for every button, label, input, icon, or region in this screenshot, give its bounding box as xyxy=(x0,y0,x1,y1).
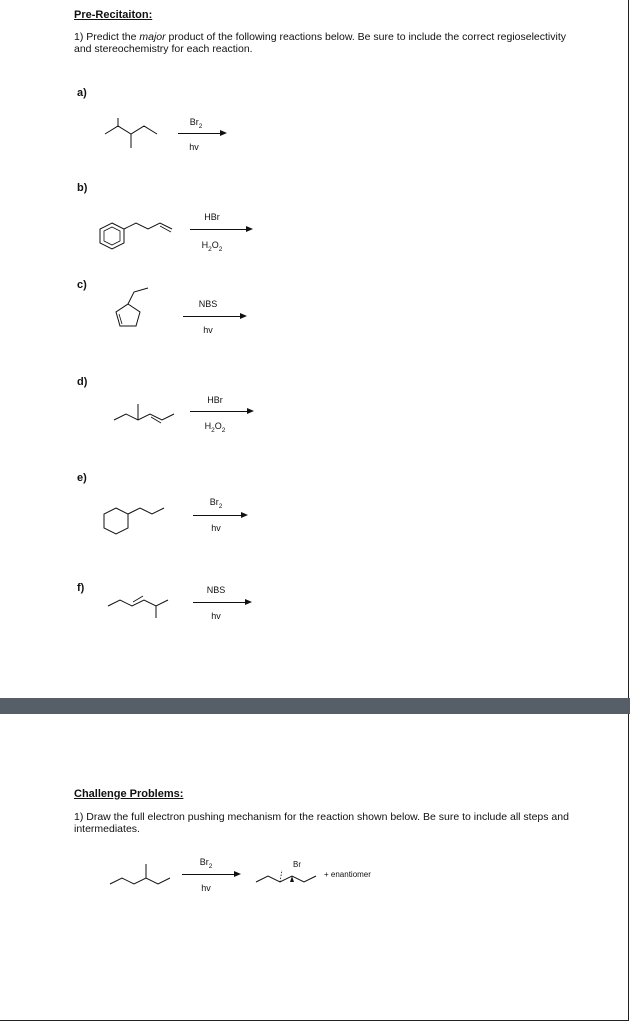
reaction-a-reagent-top-sub: 2 xyxy=(198,122,203,130)
reaction-c-arrow xyxy=(183,316,241,317)
challenge-question: 1) Draw the full electron pushing mechanism for the reaction shown below. Be sure to include all steps and intermediates. xyxy=(74,811,569,835)
reaction-f-molecule xyxy=(106,590,186,622)
challenge-reactant-molecule xyxy=(108,862,178,892)
pre-question-suffix: product of the following reactions below. Be sure to include the correct regioselectivity and stereochemistry for each reaction. xyxy=(74,31,567,55)
reaction-a-arrow xyxy=(178,133,221,134)
pre-recitation-heading: Pre-Recitaiton: xyxy=(74,9,153,21)
reaction-f-label: f) xyxy=(77,582,85,594)
challenge-enantiomer-note: + enantiomer xyxy=(324,870,371,879)
reaction-e-molecule xyxy=(100,502,180,542)
reaction-f-arrow xyxy=(193,602,246,603)
reaction-b-reagent-bottom xyxy=(182,240,242,253)
reaction-b-reagent-bottom-sub2: 2 xyxy=(218,245,223,253)
reaction-d-molecule xyxy=(112,398,192,428)
reaction-e-arrow xyxy=(193,515,242,516)
reaction-d-reagent-bottom-h: H xyxy=(204,421,212,431)
reaction-d-arrow xyxy=(190,411,248,412)
reaction-b-reagent-top: HBr xyxy=(204,212,220,222)
reaction-d-reagent-bottom xyxy=(185,421,245,434)
reaction-a-molecule xyxy=(100,118,170,158)
challenge-reagent-top xyxy=(176,857,236,870)
reaction-f-reagent-top: NBS xyxy=(206,585,226,595)
reaction-d-reagent-bottom-sub1: 2 xyxy=(211,426,215,434)
reaction-d-reagent-bottom-o: O xyxy=(214,421,222,431)
reaction-a-reagent-bottom: hv xyxy=(189,142,199,152)
reaction-d-reagent-top: HBr xyxy=(207,395,223,405)
reaction-b-reagent-bottom-sub1: 2 xyxy=(208,245,212,253)
challenge-reagent-top-sub: 2 xyxy=(208,862,213,870)
reaction-a-label: a) xyxy=(77,87,87,99)
reaction-b-reagent-bottom-o: O xyxy=(211,240,219,250)
reaction-e-reagent-top xyxy=(186,497,246,510)
reaction-e-reagent-top-text: Br xyxy=(209,497,219,507)
pre-question xyxy=(74,31,574,55)
challenge-reagent-bottom: hv xyxy=(201,883,211,893)
reaction-d-label: d) xyxy=(77,376,88,388)
challenge-product-molecule xyxy=(254,860,324,890)
reaction-e-label: e) xyxy=(77,472,87,484)
reaction-d-reagent-bottom-sub2: 2 xyxy=(221,426,226,434)
reaction-a-reagent-top xyxy=(166,117,226,130)
reaction-a-reagent-top-text: Br xyxy=(189,117,199,127)
pre-question-prefix: 1) Predict the xyxy=(74,31,140,43)
reaction-c-molecule xyxy=(112,284,162,334)
reaction-c-reagent-bottom: hv xyxy=(203,325,213,335)
reaction-f-reagent-bottom: hv xyxy=(211,611,221,621)
challenge-product-br-label: Br xyxy=(293,860,301,869)
reaction-b-label: b) xyxy=(77,182,88,194)
page-divider xyxy=(0,698,630,714)
pre-question-emphasis: major xyxy=(139,31,166,43)
challenge-reagent-top-text: Br xyxy=(199,857,209,867)
reaction-b-reagent-bottom-h: H xyxy=(201,240,209,250)
reaction-b-molecule xyxy=(98,215,188,255)
reaction-b-arrow xyxy=(190,229,247,230)
challenge-heading: Challenge Problems: xyxy=(74,788,184,800)
reaction-e-reagent-bottom: hv xyxy=(211,523,221,533)
reaction-c-reagent-top: NBS xyxy=(198,299,218,309)
reaction-c-label: c) xyxy=(77,279,87,291)
challenge-arrow xyxy=(182,874,235,875)
reaction-e-reagent-top-sub: 2 xyxy=(218,502,223,510)
